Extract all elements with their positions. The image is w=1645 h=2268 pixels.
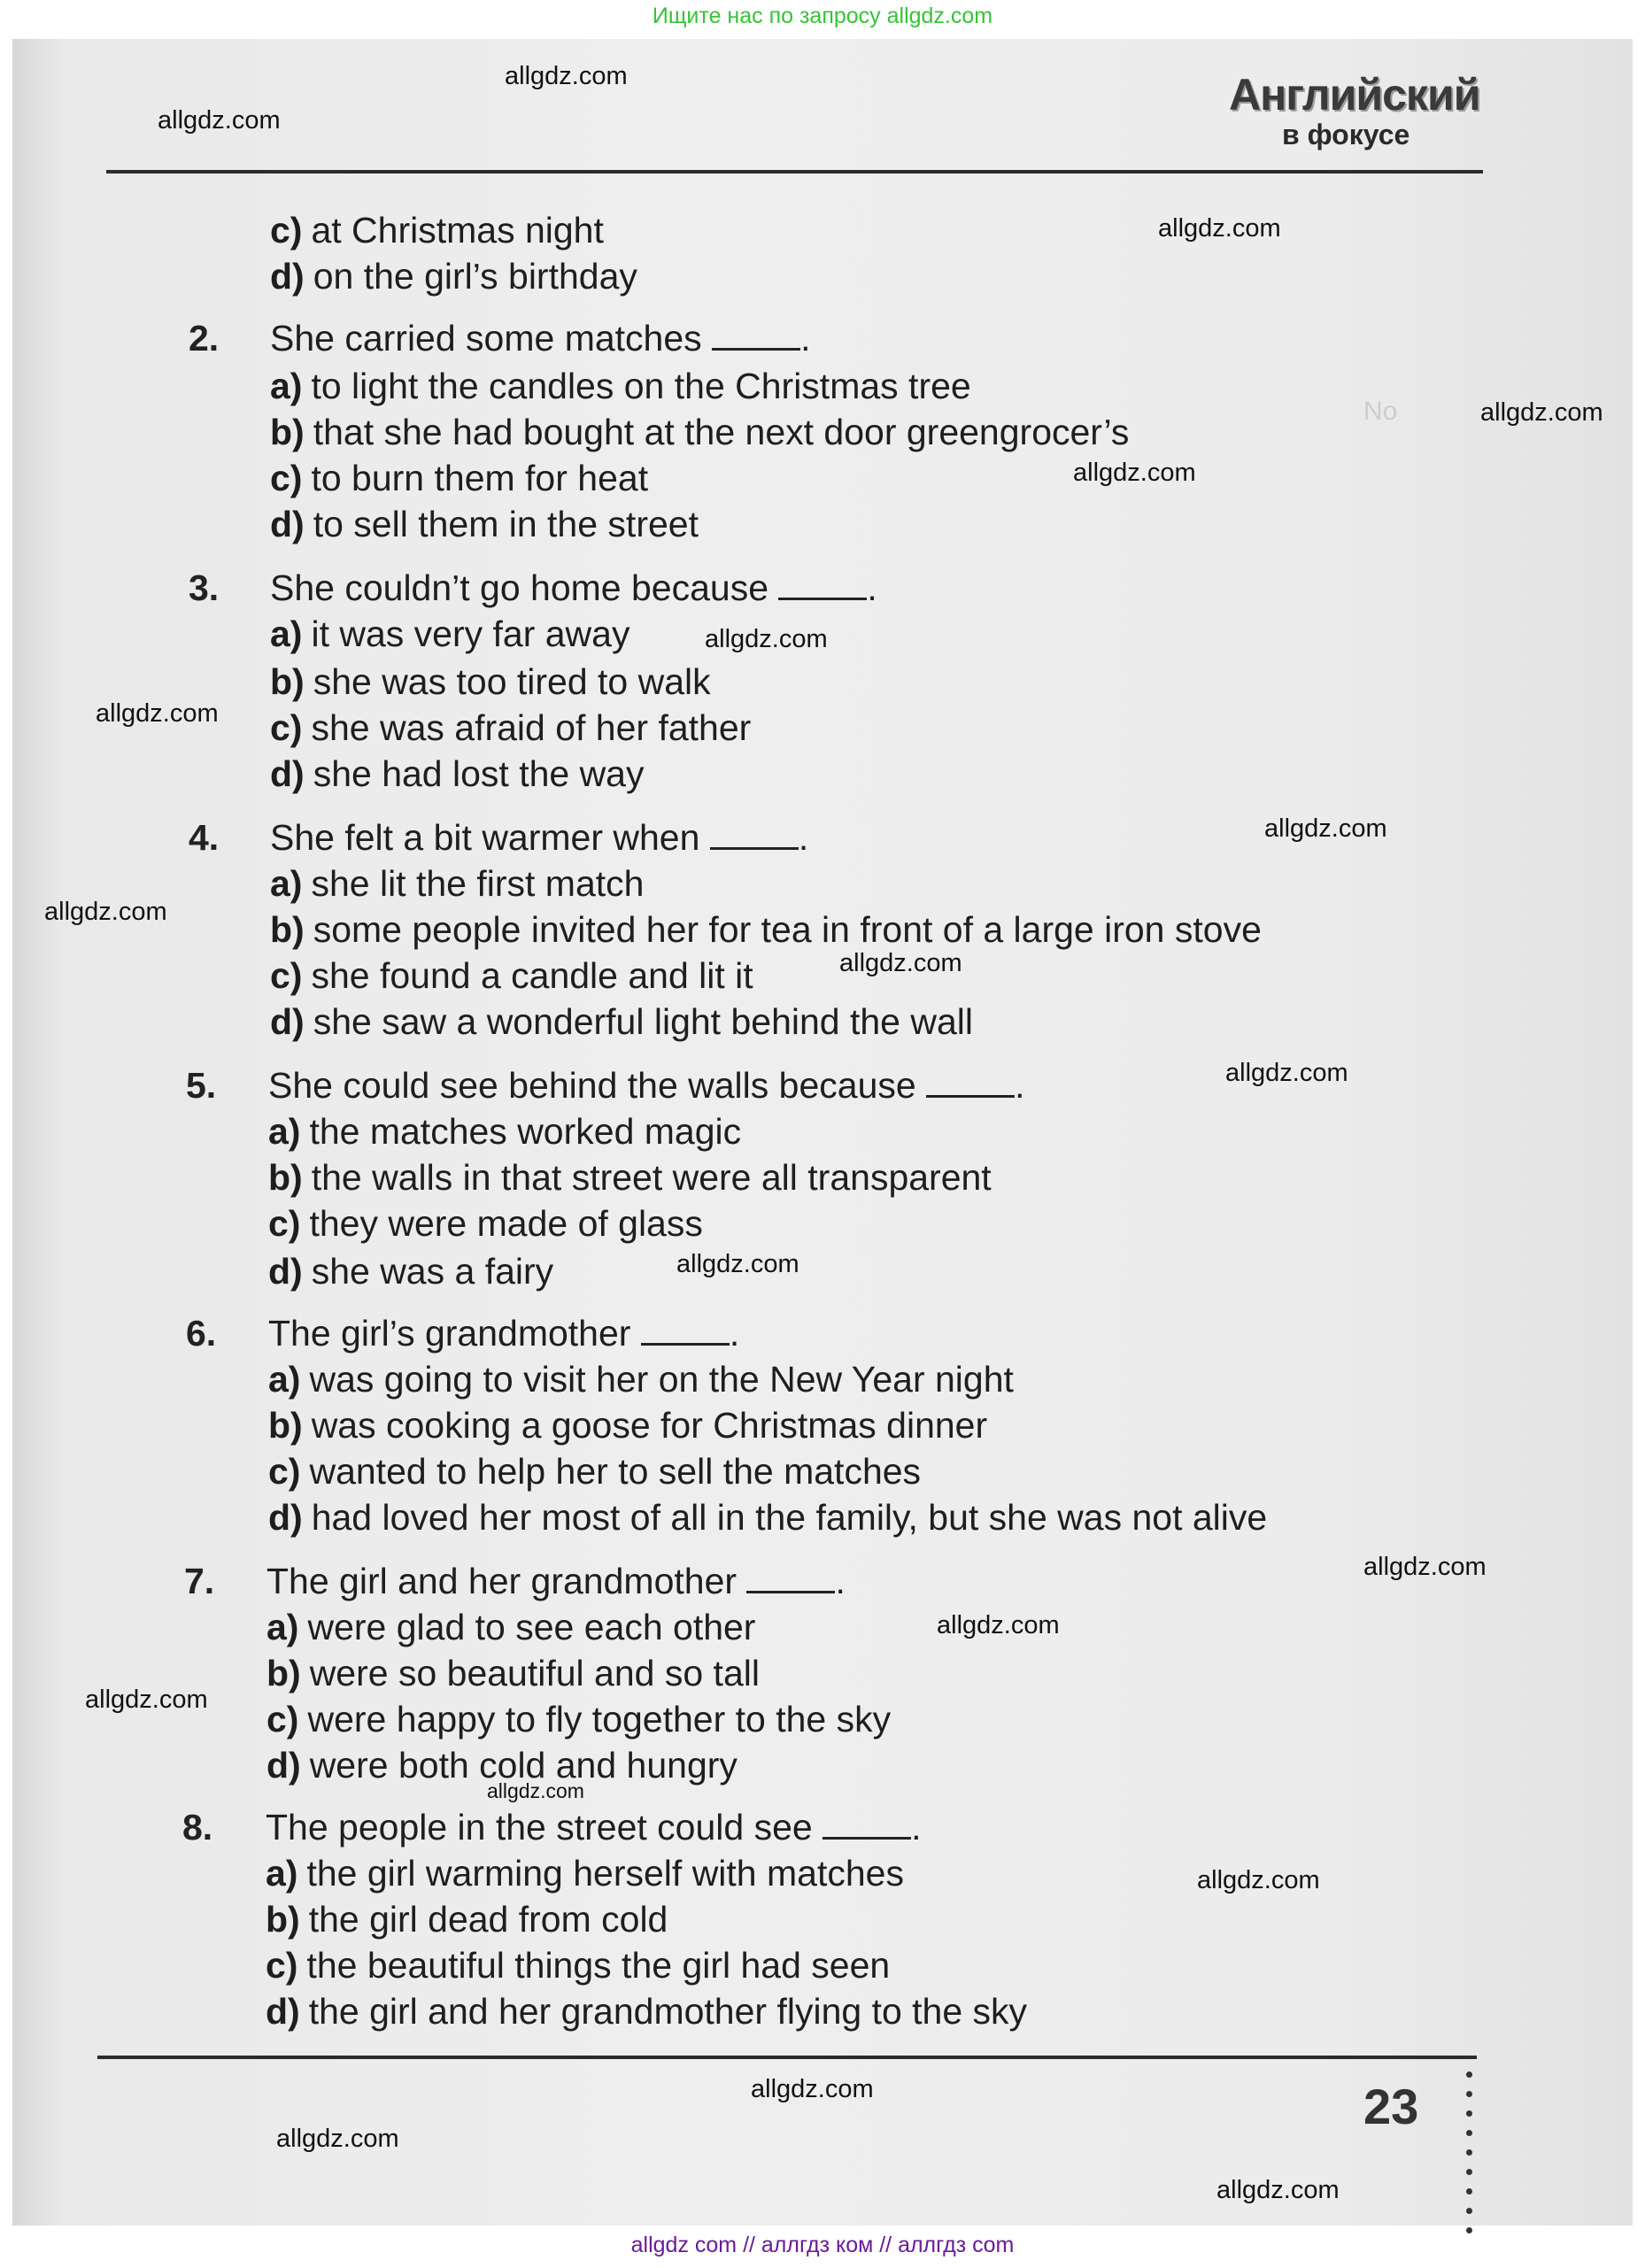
option-line: a) were glad to see each other: [266, 1607, 756, 1647]
watermark: allgdz.com: [751, 2075, 874, 2103]
watermark: allgdz.com: [158, 106, 281, 135]
option-line: d) to sell them in the street: [270, 504, 699, 544]
option-line: b) the girl dead from cold: [266, 1899, 668, 1940]
footer-rule: [97, 2056, 1477, 2059]
answer-blank: [822, 1810, 911, 1840]
option-line: d) were both cold and hungry: [266, 1745, 738, 1786]
option-line: d) had loved her most of all in the family, but she was not alive: [268, 1497, 1268, 1538]
watermark: allgdz.com: [676, 1250, 799, 1278]
answer-blank: [926, 1068, 1015, 1098]
question-text: She carried some matches .: [270, 318, 811, 359]
option-line: a) the girl warming herself with matches: [266, 1853, 904, 1894]
logo-subtitle: в фокусе: [1282, 119, 1410, 150]
question-number: 5.: [186, 1065, 217, 1106]
option-line: d) she had lost the way: [270, 753, 645, 794]
footer-text: allgdz com // аллгдз ком // аллгдз com: [630, 2233, 1015, 2257]
watermark: allgdz.com: [1216, 2176, 1340, 2204]
question-number: 3.: [189, 567, 220, 608]
question-text: She could see behind the walls because .: [268, 1065, 1025, 1106]
option-line: d) she saw a wonderful light behind the wall: [270, 1001, 973, 1042]
top-banner: Ищите нас по запросу allgdz.com: [652, 4, 993, 28]
watermark: allgdz.com: [44, 898, 167, 926]
watermark: allgdz.com: [1158, 214, 1281, 243]
option-line: c) at Christmas night: [270, 210, 604, 251]
watermark: allgdz.com: [96, 699, 219, 728]
question-number: 7.: [184, 1561, 215, 1601]
watermark: allgdz.com: [85, 1686, 208, 1714]
watermark: allgdz.com: [1480, 398, 1603, 427]
watermark: allgdz.com: [1073, 459, 1196, 487]
question-text: The girl and her grandmother .: [266, 1561, 846, 1601]
option-line: c) to burn them for heat: [270, 458, 649, 498]
answer-blank: [778, 571, 867, 600]
option-line: b) she was too tired to walk: [270, 661, 711, 702]
option-line: a) to light the candles on the Christmas tree: [270, 366, 971, 406]
option-line: a) was going to visit her on the New Year night: [268, 1359, 1014, 1400]
option-line: d) she was a fairy: [268, 1251, 554, 1292]
book-logo: [1222, 69, 1487, 158]
answer-blank: [712, 321, 800, 351]
option-line: c) wanted to help her to sell the matches: [268, 1451, 922, 1492]
option-line: b) was cooking a goose for Christmas dinner: [268, 1405, 988, 1446]
question-text: She felt a bit warmer when .: [270, 817, 809, 858]
option-line: a) it was very far away: [270, 613, 630, 654]
question-text: The girl’s grandmother .: [268, 1313, 740, 1354]
page-number: 23: [1363, 2079, 1419, 2134]
option-line: c) the beautiful things the girl had seen: [266, 1945, 891, 1986]
logo-title: Английский: [1229, 70, 1480, 120]
option-line: a) the matches worked magic: [268, 1111, 742, 1152]
watermark: allgdz.com: [705, 625, 828, 653]
option-line: b) the walls in that street were all transparent: [268, 1157, 992, 1198]
option-line: c) she was afraid of her father: [270, 707, 752, 748]
watermark: allgdz.com: [505, 62, 628, 90]
question-number: 4.: [189, 817, 220, 858]
watermark: allgdz.com: [1264, 814, 1387, 843]
option-line: c) were happy to fly together to the sky: [266, 1699, 892, 1740]
header-rule: [106, 170, 1483, 174]
watermark: allgdz.com: [937, 1611, 1060, 1639]
option-line: b) that she had bought at the next door greengrocer’s: [270, 412, 1130, 452]
watermark: allgdz.com: [276, 2125, 399, 2153]
option-line: a) she lit the first match: [270, 863, 645, 904]
question-number: 2.: [189, 318, 220, 359]
option-line: b) were so beautiful and so tall: [266, 1653, 760, 1693]
option-line: c) she found a candle and lit it: [270, 955, 753, 996]
answer-blank: [641, 1316, 730, 1346]
watermark: allgdz.com: [1225, 1059, 1348, 1087]
option-line: c) they were made of glass: [268, 1203, 703, 1244]
watermark: allgdz.com: [487, 1779, 584, 1802]
answer-blank: [710, 821, 799, 850]
option-line: b) some people invited her for tea in front of a large iron stove: [270, 909, 1262, 950]
watermark: allgdz.com: [839, 949, 962, 977]
page-edge-dots: [1466, 2071, 1473, 2247]
question-text: She couldn’t go home because .: [270, 567, 877, 608]
question-number: 8.: [182, 1807, 213, 1848]
question-number: 6.: [186, 1313, 217, 1354]
answer-blank: [746, 1564, 835, 1593]
watermark: allgdz.com: [1197, 1866, 1320, 1894]
bleed-right-col: No: [1363, 397, 1398, 426]
option-line: d) the girl and her grandmother flying to the sky: [266, 1991, 1028, 2032]
question-text: The people in the street could see .: [266, 1807, 922, 1848]
option-line: d) on the girl’s birthday: [270, 256, 637, 297]
watermark: allgdz.com: [1363, 1553, 1487, 1581]
